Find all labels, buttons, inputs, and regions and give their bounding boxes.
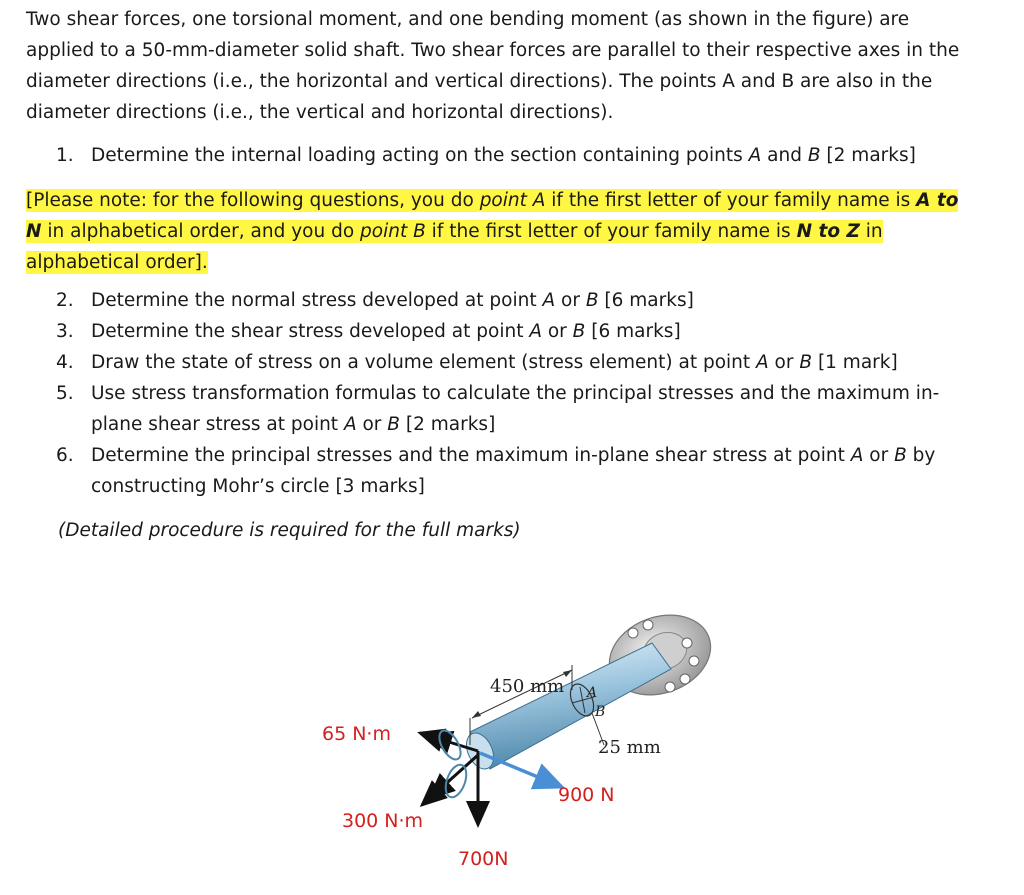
note-highlight [26,189,958,274]
question-point-a: A [850,445,864,466]
question-point-a: A [542,290,556,311]
question-item [26,347,971,378]
question-item [26,285,971,316]
question-marks: [6 marks] [598,290,694,311]
point-b-label: B [595,704,606,720]
question-item [26,440,971,502]
question-1-point-b: B [807,145,821,166]
question-marks: [2 marks] [400,414,496,435]
question-or: or [555,290,586,311]
note-part: [Please note: for the following questions, you do [26,190,480,211]
question-point-a: A [756,352,769,373]
question-1-marks: [2 marks] [820,145,916,166]
note-point-a: point A [479,190,546,211]
intro-text: Two shear forces, one torsional moment, and one bending moment (as shown in the figure) are applied to a 50-mm-diameter solid shaft. Two shear forces are parallel to their respective axes in the diameter directions (i.e., the horizontal and vertical directions). The points A and B are also in the diameter directions (i.e., the vertical and horizontal directions). [26,9,960,123]
vertical-force-label: 700N [458,848,509,870]
question-text: Draw the state of stress on a volume element (stress element) at point [91,352,757,373]
question-1-point-a: A [748,145,762,166]
question-point-a: A [343,414,357,435]
detail-note: (Detailed procedure is required for the full marks) [58,520,521,541]
question-or: or [768,352,800,373]
question-marks: [6 marks] [585,321,681,342]
intro-paragraph [26,4,971,128]
question-text: Determine the shear stress developed at point [91,321,530,342]
horizontal-force-arrow [480,753,562,787]
radius-dimension-label: 25 mm [598,737,661,758]
length-dimension-label: 450 mm [490,676,565,697]
note-range-n-to-z: N to Z [796,221,860,242]
question-1-item [26,140,971,171]
question-item [26,378,971,440]
question-number: 5. [56,383,74,404]
question-point-b: B [585,290,599,311]
question-text: Determine the normal stress developed at point [91,290,543,311]
question-point-b: B [799,352,813,373]
question-point-b: B [894,445,907,466]
question-marks: by constructing Mohr’s circle [3 marks] [91,445,936,497]
bending-moment-arrow [422,755,478,805]
highlighted-note [26,185,971,278]
question-or: or [541,321,573,342]
question-or: or [356,414,388,435]
torque-label: 65 N·m [322,723,391,745]
question-1-text: Determine the internal loading acting on the section containing points [91,145,749,166]
question-point-b: B [387,414,400,435]
question-1-number: 1. [56,145,74,166]
shaft-figure [300,585,730,885]
question-number: 2. [56,290,74,311]
question-list [26,285,971,502]
question-marks: [1 mark] [812,352,898,373]
moment-label: 300 N·m [342,810,424,832]
note-point-b: point B [360,221,426,242]
note-part: if the first letter of your family name is [545,190,917,211]
question-point-b: B [572,321,586,342]
question-number: 4. [56,352,74,373]
question-point-a: A [529,321,542,342]
note-part: in alphabetical order]. [26,221,883,273]
question-1-and: and [761,145,808,166]
question-1 [26,140,971,171]
question-or: or [863,445,895,466]
shaft-diagram [300,585,730,885]
note-part: if the first letter of your family name is [425,221,797,242]
question-number: 6. [56,445,74,466]
question-item [26,316,971,347]
question-text: Determine the principal stresses and the maximum in-plane shear stress at point [91,445,851,466]
horizontal-force-label: 900 N [558,784,615,806]
question-number: 3. [56,321,74,342]
question-text: Use stress transformation formulas to calculate the principal stresses and the maximum in-plane shear stress at point [91,383,940,435]
note-range-a-to-n: A to N [26,190,959,242]
note-part: in alphabetical order, and you do [41,221,361,242]
point-a-label: A [587,685,598,701]
